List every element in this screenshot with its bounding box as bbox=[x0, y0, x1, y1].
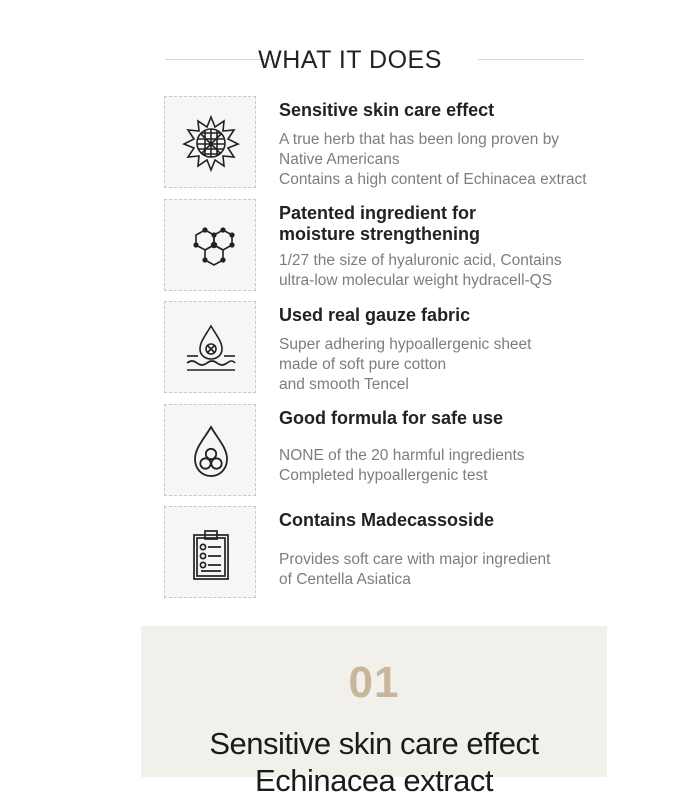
feature-description: Provides soft care with major ingredient of Centella Asiatica bbox=[279, 551, 551, 588]
feature-icon-box bbox=[164, 404, 256, 496]
banner-subtitle: Echinacea extract bbox=[255, 763, 493, 798]
feature-title: Sensitive skin care effect bbox=[279, 100, 495, 120]
echinacea-flower-icon bbox=[181, 113, 241, 173]
header-divider-right bbox=[478, 59, 584, 60]
feature-icon-box bbox=[164, 199, 256, 291]
safe-formula-drop-icon bbox=[181, 421, 241, 481]
feature-title: Used real gauze fabric bbox=[279, 305, 471, 325]
feature-icon-box bbox=[164, 96, 256, 188]
feature-description: 1/27 the size of hyaluronic acid, Contains ultra-low molecular weight hydracell-QS bbox=[279, 252, 562, 289]
feature-item-patented-ingredient bbox=[164, 199, 594, 293]
feature-item-madecassoside bbox=[164, 506, 594, 600]
banner-title: Sensitive skin care effect bbox=[209, 726, 539, 761]
feature-description: NONE of the 20 harmful ingredients Completed hypoallergenic test bbox=[279, 447, 525, 484]
feature-title: Good formula for safe use bbox=[279, 408, 504, 428]
molecule-icon bbox=[181, 216, 241, 276]
feature-title: Contains Madecassoside bbox=[279, 510, 495, 530]
feature-item-sensitive-care bbox=[164, 96, 594, 190]
banner-number: 01 bbox=[348, 658, 400, 707]
feature-detail-banner bbox=[141, 626, 607, 798]
section-heading: WHAT IT DOES bbox=[258, 46, 442, 74]
clipboard-icon bbox=[181, 523, 241, 583]
feature-item-safe-formula bbox=[164, 404, 594, 498]
feature-description: A true herb that has been long proven by Native Americans Contains a high content of Echinacea extract bbox=[279, 131, 587, 188]
section-header bbox=[0, 40, 700, 84]
feature-title: Patented ingredient for moisture strengthening bbox=[279, 203, 481, 244]
feature-icon-box bbox=[164, 301, 256, 393]
feature-item-gauze-fabric bbox=[164, 301, 594, 395]
feature-description: Super adhering hypoallergenic sheet made of soft pure cotton and smooth Tencel bbox=[279, 336, 532, 393]
feature-icon-box bbox=[164, 506, 256, 598]
water-drop-skin-icon bbox=[181, 318, 241, 378]
